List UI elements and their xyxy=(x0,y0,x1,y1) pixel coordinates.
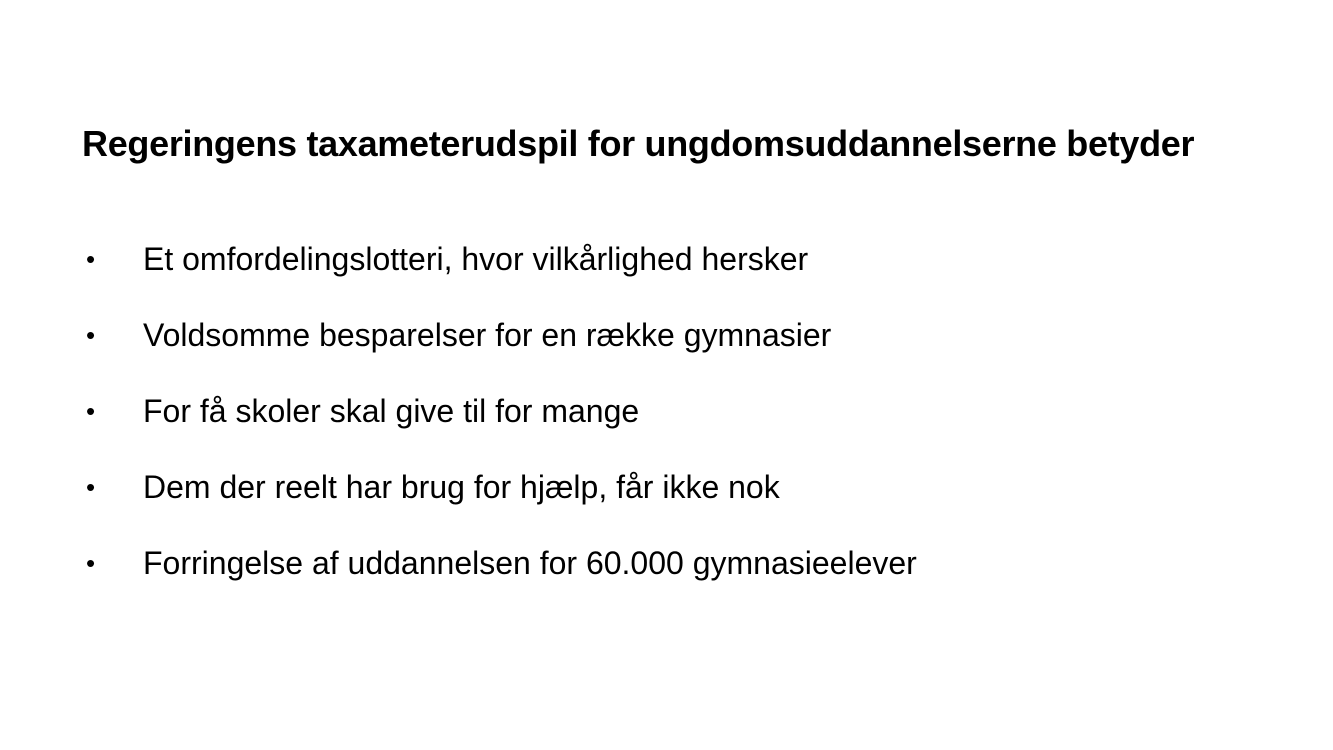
bullet-marker-icon: • xyxy=(86,472,96,502)
bullet-text: For få skoler skal give til for mange xyxy=(143,393,640,429)
bullet-marker-icon: • xyxy=(86,548,96,578)
bullet-item xyxy=(82,544,1293,620)
bullet-list xyxy=(82,240,1293,620)
bullet-text: Dem der reelt har brug for hjælp, får ikke nok xyxy=(143,469,780,505)
bullet-text: Voldsomme besparelser for en række gymnasier xyxy=(143,317,832,353)
bullet-item xyxy=(82,316,1293,392)
bullet-marker-icon: • xyxy=(86,320,96,350)
bullet-item xyxy=(82,392,1293,468)
bullet-text: Forringelse af uddannelsen for 60.000 gymnasieelever xyxy=(143,545,917,581)
bullet-item xyxy=(82,240,1293,316)
bullet-item xyxy=(82,468,1293,544)
slide-title: Regeringens taxameterudspil for ungdomsuddannelserne betyder xyxy=(82,123,1195,164)
bullet-marker-icon: • xyxy=(86,244,96,274)
bullet-text: Et omfordelingslotteri, hvor vilkårlighed hersker xyxy=(143,241,809,277)
bullet-marker-icon: • xyxy=(86,396,96,426)
